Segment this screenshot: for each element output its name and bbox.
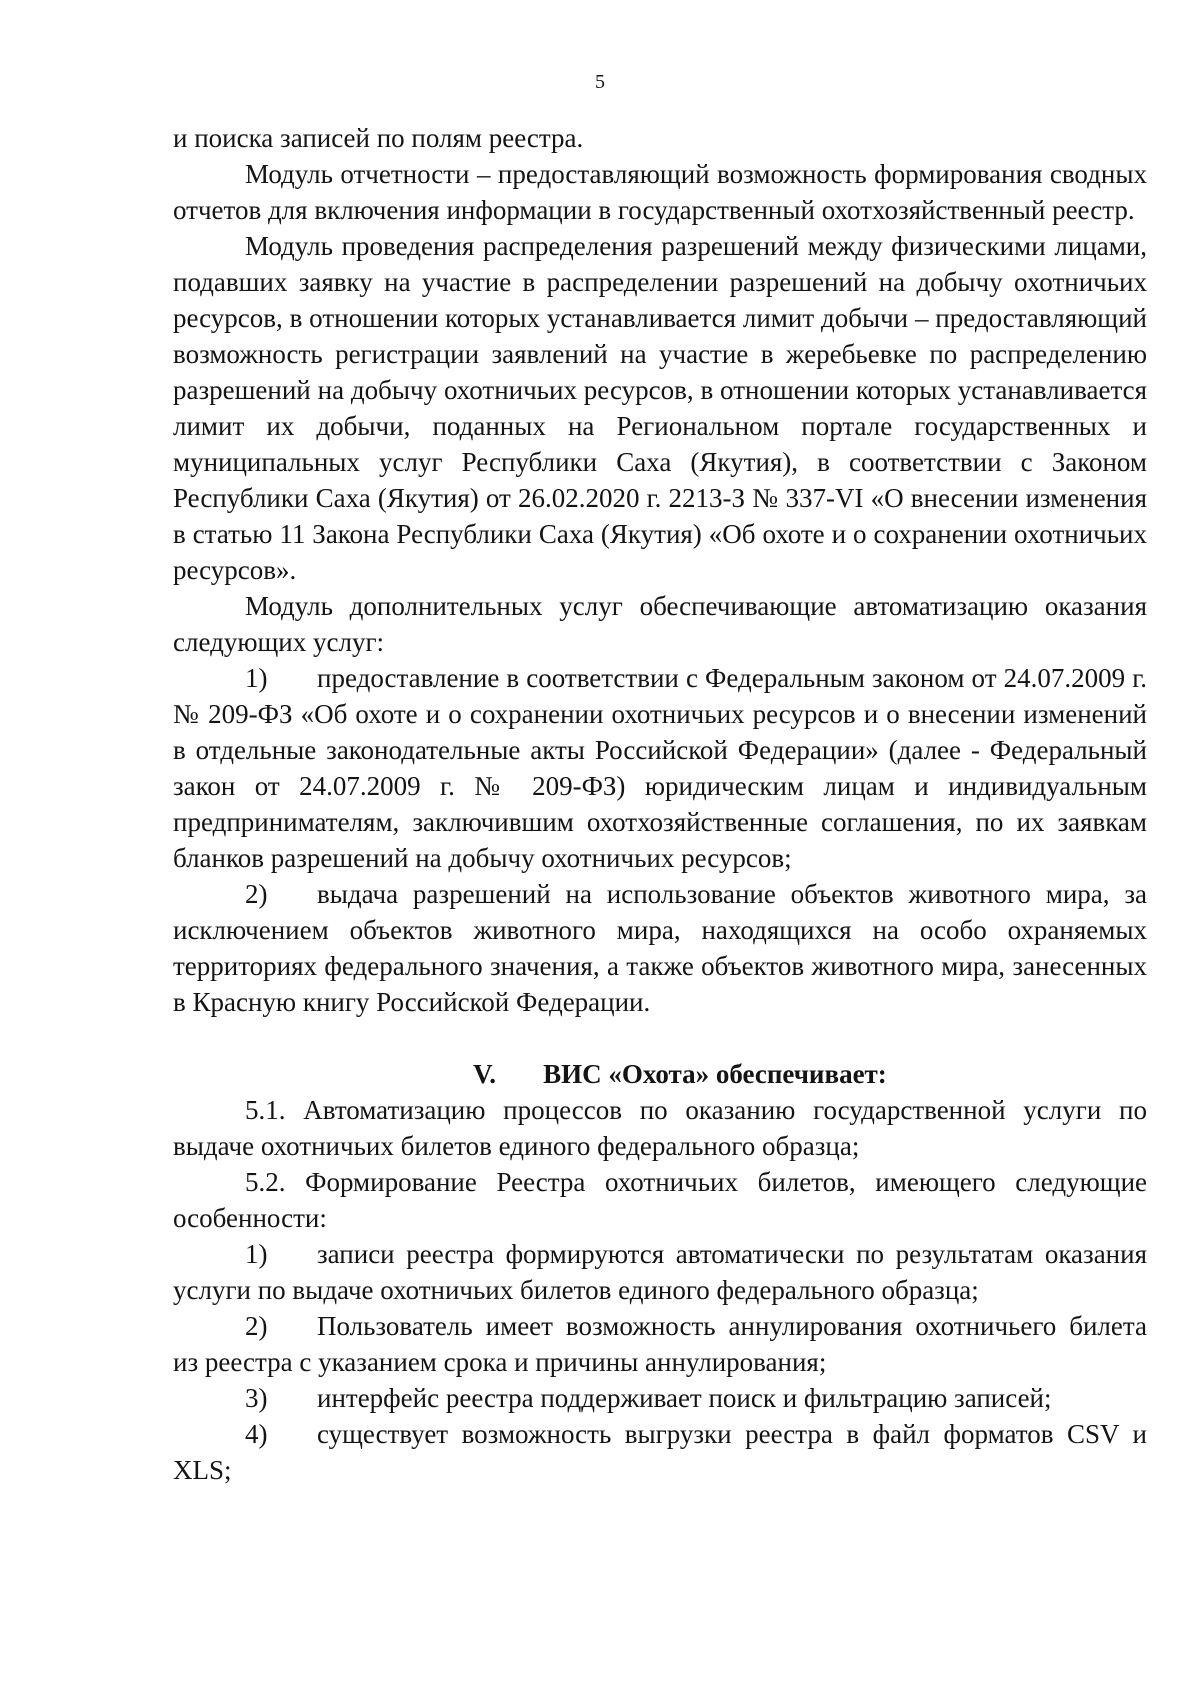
list-marker: 2) [245, 1311, 268, 1341]
section-title: ВИС «Охота» обеспечивает: [543, 1059, 887, 1089]
list-item-text: выдача разрешений на использование объектов животного мира, за исключением объектов животного мира, находящихся на особо охраняемых территориях федерального значения, а также объектов животного мира, занесенных в Красную книгу Российской Федерации. [173, 879, 1147, 1017]
document-body [173, 120, 1147, 1488]
list-marker: 3) [245, 1383, 268, 1413]
paragraph: Модуль отчетности – предоставляющий возможность формирования сводных отчетов для включения информации в государственный охотхозяйственный реестр. [173, 159, 1147, 225]
list-item [173, 1236, 1147, 1308]
paragraph: и поиска записей по полям реестра. [173, 123, 584, 153]
paragraphs-after [173, 1092, 1147, 1488]
page-number: 5 [595, 71, 605, 93]
list-item-text: Пользователь имеет возможность аннулирования охотничьего билета из реестра с указанием срока и причины аннулирования; [173, 1311, 1147, 1377]
paragraphs-before [173, 120, 1147, 1020]
list-item [173, 1308, 1147, 1380]
list-item [173, 660, 1147, 876]
list-item [173, 1416, 1147, 1488]
list-item-text: существует возможность выгрузки реестра в файл форматов CSV и XLS; [173, 1419, 1147, 1485]
list-marker: 1) [245, 663, 268, 693]
section-number: V. [473, 1059, 496, 1089]
list-marker: 1) [245, 1239, 268, 1269]
list-item-text: записи реестра формируются автоматически по результатам оказания услуги по выдаче охотничьих билетов единого федерального образца; [173, 1239, 1147, 1305]
paragraph: Модуль проведения распределения разрешений между физическими лицами, подавших заявку на участие в распределении разрешений на добычу охотничьих ресурсов, в отношении которых устанавливается лимит добычи – предоставляющий возможность регистрации заявлений на участие в жеребьевке по распределению разрешений на добычу охотничьих ресурсов, в отношении которых устанавливается лимит их добычи, поданных на Региональном портале государственных и муниципальных услуг Республики Саха (Якутия), в соответствии с Законом Республики Саха (Якутия) от 26.02.2020 г. 2213-З № 337-VI «О внесении изменения в статью 11 Закона Республики Саха (Якутия) «Об охоте и о сохранении охотничьих ресурсов». [173, 231, 1147, 585]
list-marker: 2) [245, 879, 268, 909]
paragraph: Модуль дополнительных услуг обеспечивающие автоматизацию оказания следующих услуг: [173, 591, 1147, 657]
paragraph: 5.2. Формирование Реестра охотничьих билетов, имеющего следующие особенности: [173, 1167, 1147, 1233]
list-item [173, 1380, 1147, 1416]
paragraph: 5.1. Автоматизацию процессов по оказанию государственной услуги по выдаче охотничьих билетов единого федерального образца; [173, 1095, 1147, 1161]
list-item [173, 876, 1147, 1020]
list-item-text: предоставление в соответствии с Федеральным законом от 24.07.2009 г. № 209-ФЗ «Об охоте и о сохранении охотничьих ресурсов и о внесении изменений в отдельные законодательные акты Российской Федерации» (далее - Федеральный закон от 24.07.2009 г. № 209-ФЗ) юридическим лицам и индивидуальным предпринимателям, заключившим охотхозяйственные соглашения, по их заявкам бланков разрешений на добычу охотничьих ресурсов; [173, 663, 1147, 873]
section-heading [173, 1056, 1147, 1092]
list-marker: 4) [245, 1419, 268, 1449]
list-item-text: интерфейс реестра поддерживает поиск и фильтрацию записей; [317, 1383, 1052, 1413]
